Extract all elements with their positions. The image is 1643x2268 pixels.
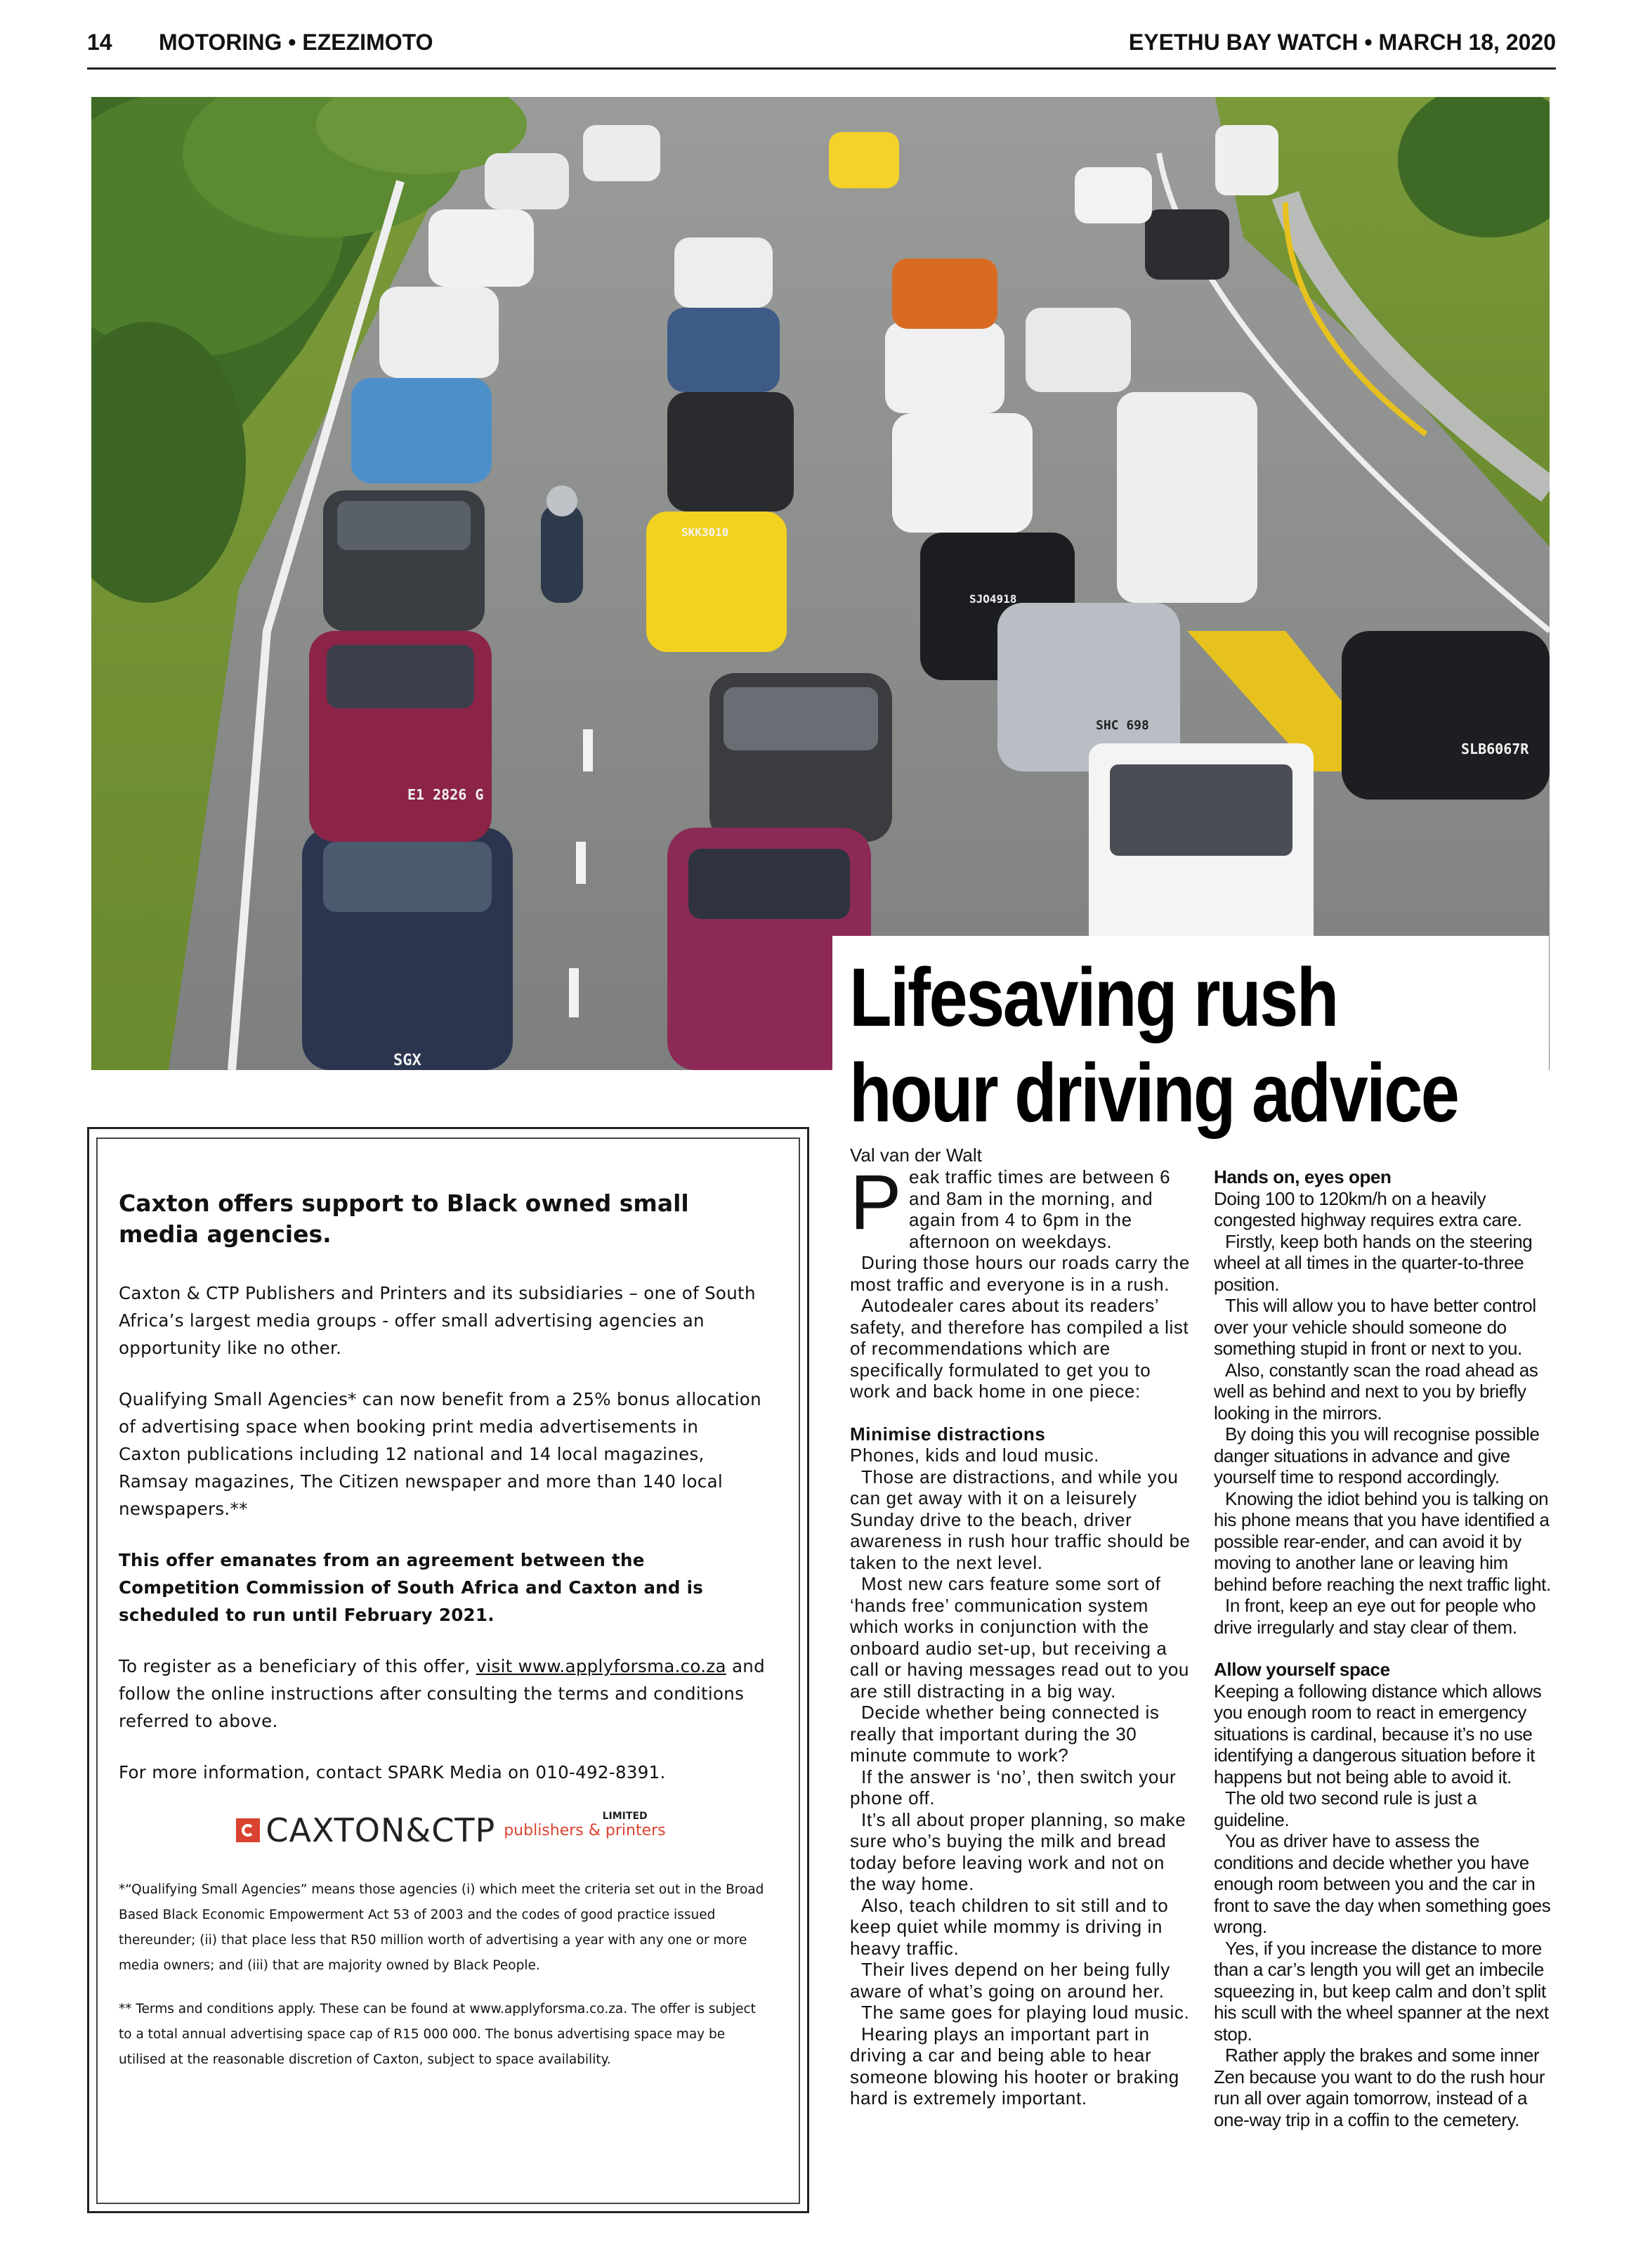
article-paragraph-text: eak traffic times are between 6 and 8am in the morning, and again from 4 to 6pm in the afternoon on weekdays. [908, 1166, 1171, 1252]
caxton-logo [119, 1811, 765, 1849]
article-paragraph: It’s all about proper planning, so make sure who’s buying the milk and bread today before leaving work and not on the way home. [850, 1808, 1186, 1894]
caxton-logo-limited: LIMITED [602, 1811, 648, 1822]
article-paragraph: This will allow you to have better control over your vehicle should someone do something stupid in front or next to you. [1214, 1295, 1536, 1359]
article-paragraph: Knowing the idiot behind you is talking on his phone means that you have identified a possible rear-ender, and can avoid it by moving to another lane or leaving him behind before reaching the next traffic light. [1214, 1487, 1551, 1595]
article-paragraph: Keeping a following distance which allows you enough room to react in emergency situations is cardinal, because it’s no use identifying a dangerous situation before it happens but not being able to avoid it. [1214, 1680, 1542, 1787]
article-paragraph: The same goes for playing loud music. [861, 2002, 1190, 2023]
caxton-advert [87, 1127, 809, 2213]
article-paragraph: If the answer is ‘no’, then switch your phone off. [850, 1766, 1177, 1808]
article-paragraph: During those hours our roads carry the most traffic and everyone is in a rush. [850, 1252, 1190, 1295]
plate-skk: SKK3010 [681, 526, 729, 539]
caxton-logo-text: CAXTON&CTP [266, 1811, 496, 1849]
byline: Val van der Walt [850, 1145, 982, 1166]
masthead-date: EYETHU BAY WATCH • MARCH 18, 2020 [1128, 30, 1556, 55]
plate-shc: SHC 698 [1096, 718, 1149, 733]
plate-sgx: SGX [393, 1052, 421, 1069]
subheading-allow-space: Allow yourself space [1214, 1659, 1390, 1680]
article-paragraph: Rather apply the brakes and some inner Zen because you want to do the rush hour run all over again tomorrow, instead of a one-way trip in a coffin to the cemetery. [1214, 2045, 1545, 2130]
caxton-logo-sub: publishers & printers [504, 1821, 666, 1839]
advert-paragraph: Qualifying Small Agencies* can now benefit from a 25% bonus allocation of advertising space when booking print media advertisements in Caxton publications including 12 national and 14 local magazines, Ramsay magazines, The Citizen newspaper and more than 140 local newspapers.** [119, 1389, 761, 1519]
advert-register-paragraph [119, 1653, 765, 1735]
headline-box [832, 936, 1549, 1140]
article-paragraph: Decide whether being connected is really that important during the 30 minute commute to work? [850, 1702, 1160, 1766]
article-paragraph: Most new cars feature some sort of ‘hands free’ communication system which works in conjunction with the onboard audio set-up, but receiving a call or having messages read out to you are still distracting in a big way. [850, 1573, 1189, 1702]
article-paragraph [850, 1159, 1194, 1252]
article-paragraph: Also, constantly scan the road ahead as well as behind and next to you by briefly looking in the mirrors. [1214, 1359, 1538, 1423]
plate-sjo: SJO4918 [969, 592, 1017, 606]
advert-contact: For more information, contact SPARK Media on 010-492-8391. [119, 1762, 666, 1783]
advert-register-text: To register as a beneficiary of this offer, [119, 1656, 476, 1676]
advert-paragraph-bold: This offer emanates from an agreement between the Competition Commission of South Africa and Caxton and is scheduled to run until February 2021. [119, 1550, 704, 1625]
article-paragraph: Phones, kids and loud music. [850, 1445, 1099, 1466]
drop-cap: P [850, 1159, 902, 1246]
article-paragraph: Doing 100 to 120km/h on a heavily congested highway requires extra care. [1214, 1187, 1522, 1230]
advert-register-text-end: and follow the online instructions after consulting the terms and conditions referred to above. [119, 1656, 765, 1731]
caxton-logo-icon [236, 1818, 260, 1842]
article-paragraph: Firstly, keep both hands on the steering wheel at all times in the quarter-to-three position. [1214, 1230, 1533, 1295]
advert-footnote: ** Terms and conditions apply. These can be found at www.applyforsma.co.za. The offer is subject to a total annual advertising space cap of R15 000 000. The bonus advertising space may be utilised at the reasonable discretion of Caxton, subject to space availability. [119, 2002, 756, 2067]
traffic-photo [91, 97, 1550, 1070]
article-paragraph: Autodealer cares about its readers’ safety, and therefore has compiled a list of recommendations which are specifically formulated to get you to work and back home in one piece: [850, 1295, 1189, 1402]
article-paragraph: Hearing plays an important part in driving a car and being able to hear someone blowing his hooter or braking hard is extremely important. [850, 2023, 1179, 2109]
article-paragraph: The old two second rule is just a guideline. [1214, 1787, 1477, 1830]
advert-title: Caxton offers support to Black owned small media agencies. [119, 1190, 689, 1248]
article-paragraph: Yes, if you increase the distance to more than a car’s length you will get an imbecile squeezing in, but keep calm and don’t split his scull with the wheel spanner at the next stop. [1214, 1937, 1549, 2045]
article-headline [849, 950, 1458, 1141]
section-label: MOTORING • EZEZIMOTO [159, 30, 433, 55]
advert-footnote: *“Qualifying Small Agencies” means those agencies (i) which meet the criteria set out in the Broad Based Black Economic Empowerment Act 53 of 2003 and the codes of good practice issued thereunder; (ii) that place less that R50 million worth of advertising a year with any one or more media owners; and (iii) that are majority owned by Black People. [119, 1882, 764, 1973]
plate-e1: E1 2826 G [407, 786, 484, 803]
article-paragraph: You as driver have to assess the conditions and decide whether you have enough room between you and the car in front to save the day when something goes wrong. [1214, 1830, 1551, 1937]
article-column-1 [850, 1159, 1194, 2109]
applyforsma-link[interactable]: visit www.applyforsma.co.za [476, 1656, 726, 1676]
advert-content [119, 1188, 765, 2091]
page-header [87, 25, 1556, 70]
advert-paragraph: Caxton & CTP Publishers and Printers and its subsidiaries – one of South Africa’s largest media groups - offer small advertising agencies an opportunity like no other. [119, 1283, 756, 1358]
article-paragraph: Those are distractions, and while you can get away with it on a leisurely Sunday drive to the beach, driver awareness in rush hour traffic should be taken to the next level. [850, 1466, 1191, 1573]
headline-line-1: Lifesaving rush [849, 951, 1337, 1044]
article-paragraph: Their lives depend on her being fully aware of what’s going on around her. [850, 1959, 1170, 2002]
article-paragraph: In front, keep an eye out for people who drive irregularly and stay clear of them. [1214, 1595, 1536, 1638]
article-paragraph: Also, teach children to sit still and to keep quiet while mommy is driving in heavy traffic. [850, 1894, 1169, 1959]
subheading-hands-on: Hands on, eyes open [1214, 1166, 1392, 1187]
plate-slb: SLB6067R [1461, 741, 1529, 757]
article-paragraph: By doing this you will recognise possible danger situations in advance and give yourself time to respond accordingly. [1214, 1423, 1540, 1487]
article-column-2 [1214, 1166, 1554, 2130]
traffic-photo-illustration [91, 97, 1550, 1070]
subheading-minimise-distractions: Minimise distractions [850, 1423, 1046, 1445]
page-number: 14 [87, 30, 112, 55]
headline-line-2: hour driving advice [849, 1047, 1458, 1140]
